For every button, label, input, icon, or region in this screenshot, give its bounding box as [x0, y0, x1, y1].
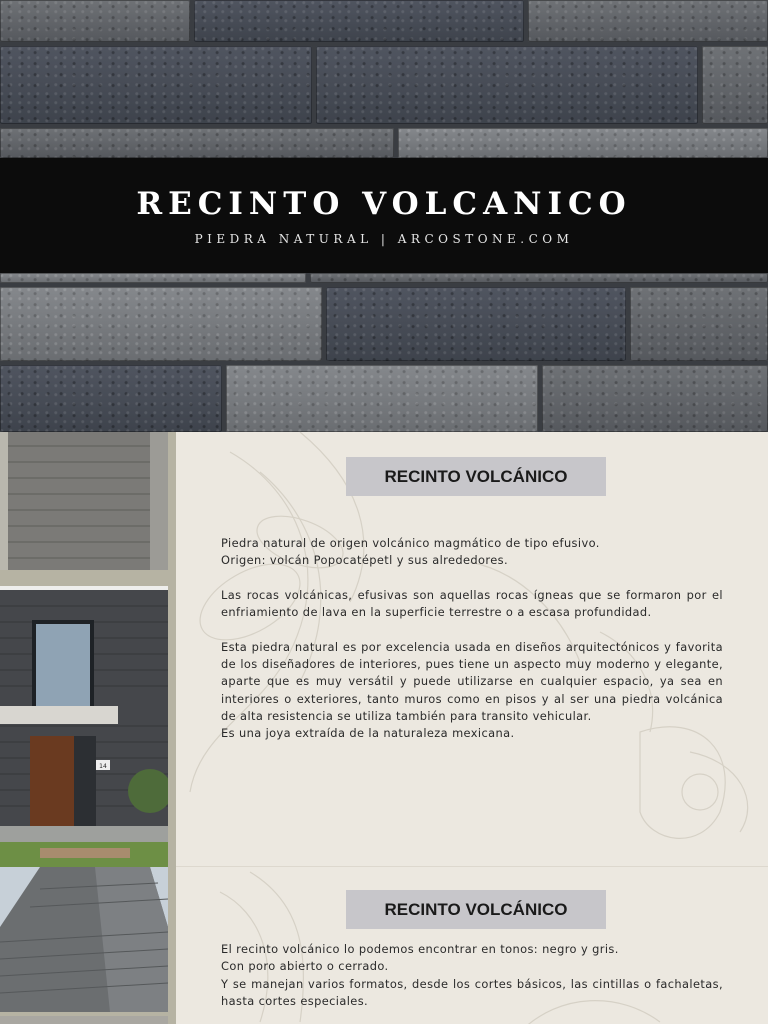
details-text: [221, 941, 723, 1010]
stone-brick: [226, 365, 538, 432]
content-section: [0, 432, 768, 1024]
stone-brick: [0, 46, 312, 124]
section-heading: RECINTO VOLCÁNICO: [384, 899, 568, 919]
stone-wall-photo: [0, 432, 168, 570]
section-divider: [176, 866, 768, 867]
stone-column-photo: [0, 867, 168, 1012]
paragraph: El recinto volcánico lo podemos encontrar en tonos: negro y gris.: [221, 942, 619, 956]
stone-brick: [0, 128, 394, 158]
paragraph: Piedra natural de origen volcánico magmático de tipo efusivo.: [221, 536, 600, 550]
stone-brick: [310, 273, 768, 283]
paragraph: Las rocas volcánicas, efusivas son aquellas rocas ígneas que se formaron por el enfriamiento de lava en la superficie terrestre o a escasa profundidad.: [221, 587, 723, 620]
description-text: [221, 535, 723, 743]
house-facade-photo: [0, 586, 168, 870]
photo-strip-end: [0, 1016, 168, 1024]
stone-brick: [0, 0, 190, 42]
stone-brick: [630, 287, 768, 361]
stone-brick: [702, 46, 768, 124]
page-subtitle: PIEDRA NATURAL | ARCOSTONE.COM: [194, 232, 574, 246]
hero-stone-wall: [0, 0, 768, 432]
title-banner: [0, 158, 768, 273]
stone-brick: [0, 365, 222, 432]
paragraph-gap: [221, 621, 723, 638]
stone-brick: [326, 287, 626, 361]
section-heading-box: [346, 457, 606, 496]
paragraph: Y se manejan varios formatos, desde los cortes básicos, las cintillas o fachaletas, hasta cortes especiales.: [221, 976, 723, 1008]
stone-brick: [194, 0, 524, 42]
section-heading-box: [346, 890, 606, 929]
stone-brick: [0, 273, 306, 283]
section-heading: RECINTO VOLCÁNICO: [384, 466, 568, 486]
paragraph: Esta piedra natural es por excelencia usada en diseños arquitectónicos y favorita de los diseñadores de interiores, pues tiene un aspecto muy moderno y elegante, aparte que es muy versátil y puede utilizarse en cualquier espacio, ya sea en interiores o exteriores, tanto muros como en pisos y al ser una piedra volcánica de alta resistencia se utiliza también para transito vehicular.: [221, 639, 723, 723]
stone-brick: [528, 0, 768, 42]
stone-brick: [398, 128, 768, 158]
house-number: 14: [99, 763, 107, 770]
photo-column: [0, 432, 176, 1024]
paragraph: Origen: volcán Popocatépetl y sus alrededores.: [221, 553, 509, 568]
paragraph: Es una joya extraída de la naturaleza mexicana.: [221, 726, 515, 741]
page-title: RECINTO VOLCANICO: [136, 186, 632, 222]
stone-brick: [542, 365, 768, 432]
stone-brick: [0, 287, 322, 361]
paragraph-gap: [221, 570, 723, 587]
paragraph: Con poro abierto o cerrado.: [221, 959, 389, 974]
stone-brick: [316, 46, 698, 124]
